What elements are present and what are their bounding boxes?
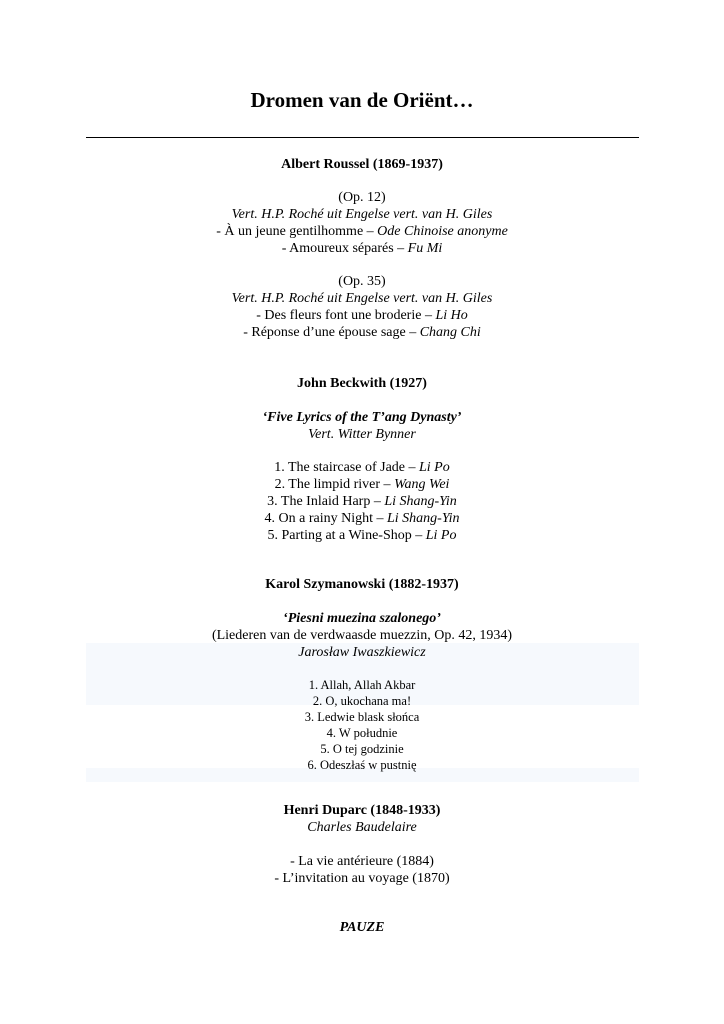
szymanowski-item: 3. Ledwie blask słońca: [304, 710, 420, 724]
szymanowski-subtitle: (Liederen van de verdwaasde muezzin, Op. 42, 1934): [211, 628, 513, 643]
szymanowski-item: 2. O, ukochana ma!: [312, 694, 412, 708]
item-title: 1. The staircase of Jade –: [274, 460, 419, 475]
item-poet: Li Shang-Yin: [387, 511, 460, 526]
item-poet: Ode Chinoise anonyme: [377, 224, 508, 239]
beckwith-item: [0, 527, 724, 544]
roussel-op35-item: [0, 307, 724, 324]
roussel-op12-opus: (Op. 12): [338, 190, 386, 205]
roussel-op12-translation: Vert. H.P. Roché uit Engelse vert. van H. Giles: [231, 207, 493, 222]
roussel-heading: Albert Roussel (1869-1937): [281, 157, 443, 172]
item-poet: Li Ho: [435, 308, 468, 323]
item-title: 3. The Inlaid Harp –: [267, 494, 385, 509]
roussel-op35-item: [0, 324, 724, 341]
beckwith-work: ‘Five Lyrics of the T’ang Dynasty’: [262, 410, 462, 425]
item-poet: Li Po: [419, 460, 450, 475]
item-title: - Des fleurs font une broderie –: [256, 308, 436, 323]
duparc-heading: Henri Duparc (1848-1933): [283, 803, 441, 818]
item-title: - Amoureux séparés –: [281, 241, 408, 256]
roussel-op35-opus: (Op. 35): [338, 274, 386, 289]
duparc-poet: Charles Baudelaire: [307, 820, 417, 835]
item-poet: Li Po: [425, 528, 457, 543]
beckwith-item: [0, 476, 724, 493]
item-title: 2. The limpid river –: [274, 477, 395, 492]
szymanowski-item: 6. Odeszłaś w pustnię: [307, 758, 417, 772]
szymanowski-item: 4. W południe: [326, 726, 398, 740]
beckwith-heading: John Beckwith (1927): [297, 376, 427, 391]
beckwith-item: [0, 493, 724, 510]
duparc-item: - La vie antérieure (1884): [290, 854, 434, 869]
szymanowski-work: ‘Piesni muezina szalonego’: [283, 611, 441, 626]
szymanowski-item: 5. O tej godzinie: [320, 742, 404, 756]
item-title: - Réponse d’une épouse sage –: [243, 325, 420, 340]
item-poet: Fu Mi: [407, 241, 443, 256]
page-title: Dromen van de Oriënt…: [250, 88, 474, 112]
item-title: - À un jeune gentilhomme –: [216, 224, 378, 239]
duparc-item: - L’invitation au voyage (1870): [274, 871, 450, 886]
beckwith-item: [0, 459, 724, 476]
item-poet: Wang Wei: [394, 477, 450, 492]
title-divider: [86, 137, 639, 138]
roussel-op12-item: [0, 223, 724, 240]
beckwith-translation: Vert. Witter Bynner: [308, 427, 416, 442]
beckwith-item: [0, 510, 724, 527]
szymanowski-poet: Jarosław Iwaszkiewicz: [298, 645, 426, 660]
szymanowski-heading: Karol Szymanowski (1882-1937): [265, 577, 459, 592]
szymanowski-item: 1. Allah, Allah Akbar: [308, 678, 416, 692]
item-title: 4. On a rainy Night –: [264, 511, 387, 526]
item-poet: Li Shang-Yin: [384, 494, 457, 509]
roussel-op35-translation: Vert. H.P. Roché uit Engelse vert. van H. Giles: [231, 291, 493, 306]
item-title: 5. Parting at a Wine-Shop –: [267, 528, 426, 543]
item-poet: Chang Chi: [419, 325, 481, 340]
roussel-op12-item: [0, 240, 724, 257]
pause-label: PAUZE: [339, 920, 385, 935]
